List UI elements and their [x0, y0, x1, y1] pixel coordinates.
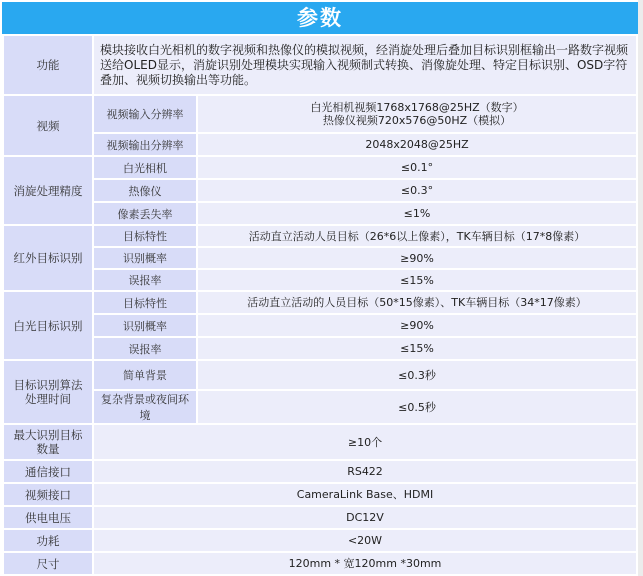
sub-label-pixel-loss: 像素丢失率 [93, 202, 197, 225]
table-row [3, 460, 637, 483]
table-row [3, 202, 637, 225]
ir-false-alarm-value: ≤15% [197, 269, 637, 291]
output-resolution-value: 2048x2048@25HZ [197, 133, 637, 156]
table-row [3, 225, 637, 247]
sub-label-simple-background: 简单背景 [93, 360, 197, 390]
supply-voltage-value: DC12V [93, 506, 637, 529]
function-description: 模块接收白光相机的数字视频和热像仪的模拟视频，经消旋处理后叠加目标识别框输出一路数字视频送给OLED显示，消旋识别处理模块实现输入视频制式转换、消像旋处理、特定目标识别、OSD字符叠加、视频切换输出等功能。 [93, 35, 637, 95]
row-label-dimensions: 尺寸 [3, 552, 93, 575]
page-edge-divider [638, 0, 643, 576]
table-row [3, 35, 637, 95]
wl-false-alarm-value: ≤15% [197, 337, 637, 360]
table-row [3, 390, 637, 424]
sub-label-white-light-camera: 白光相机 [93, 156, 197, 179]
table-row [3, 179, 637, 202]
row-label-video-interface: 视频接口 [3, 483, 93, 506]
row-label-video: 视频 [3, 95, 93, 156]
wl-target-feature-value: 活动直立活动的人员目标（50*15像素）、TK车辆目标（34*17像素） [197, 291, 637, 314]
sub-label-wl-probability: 识别概率 [93, 314, 197, 337]
simple-background-value: ≤0.3秒 [197, 360, 637, 390]
row-label-supply-voltage: 供电电压 [3, 506, 93, 529]
table-row [3, 483, 637, 506]
table-row [3, 529, 637, 552]
spec-table [2, 34, 638, 576]
table-row [3, 133, 637, 156]
video-interface-value: CameraLink Base、HDMI [93, 483, 637, 506]
algorithm-time-label-line2: 处理时间 [25, 392, 71, 406]
max-targets-value: ≥10个 [93, 424, 637, 460]
table-row [3, 291, 637, 314]
sub-label-output-resolution: 视频输出分辨率 [93, 133, 197, 156]
page-title: 参数 [2, 2, 638, 34]
comm-interface-value: RS422 [93, 460, 637, 483]
input-resolution-value [197, 95, 637, 133]
table-row [3, 314, 637, 337]
table-row [3, 95, 637, 133]
wl-probability-value: ≥90% [197, 314, 637, 337]
sub-label-wl-false-alarm: 误报率 [93, 337, 197, 360]
power-consumption-value: <20W [93, 529, 637, 552]
sub-label-wl-target-feature: 目标特性 [93, 291, 197, 314]
ir-probability-value: ≥90% [197, 247, 637, 269]
complex-background-value: ≤0.5秒 [197, 390, 637, 424]
sub-label-ir-false-alarm: 误报率 [93, 269, 197, 291]
table-row [3, 337, 637, 360]
table-row [3, 424, 637, 460]
row-label-max-targets [3, 424, 93, 460]
white-light-precision-value: ≤0.1° [197, 156, 637, 179]
pixel-loss-value: ≤1% [197, 202, 637, 225]
sub-label-thermal-imager: 热像仪 [93, 179, 197, 202]
algorithm-time-label-line1: 目标识别算法 [13, 378, 83, 392]
row-label-ir-recognition: 红外目标识别 [3, 225, 93, 291]
sub-label-complex-background: 复杂背景或夜间环境 [93, 390, 197, 424]
max-targets-label-line2: 数量 [36, 442, 60, 456]
input-resolution-line1: 白光相机视频1768x1768@25HZ（数字） [310, 101, 524, 114]
row-label-derotation: 消旋处理精度 [3, 156, 93, 225]
row-label-comm-interface: 通信接口 [3, 460, 93, 483]
sub-label-ir-probability: 识别概率 [93, 247, 197, 269]
ir-target-feature-value: 活动直立活动人员目标（26*6以上像素），TK车辆目标（17*8像素） [197, 225, 637, 247]
input-resolution-line2: 热像仪视频720x576@50HZ（模拟） [322, 114, 512, 127]
row-label-function: 功能 [3, 35, 93, 95]
row-label-power-consumption: 功耗 [3, 529, 93, 552]
spec-sheet [2, 2, 638, 574]
table-row [3, 156, 637, 179]
thermal-precision-value: ≤0.3° [197, 179, 637, 202]
table-row [3, 269, 637, 291]
table-row [3, 506, 637, 529]
table-row [3, 360, 637, 390]
table-row [3, 247, 637, 269]
sub-label-input-resolution: 视频输入分辨率 [93, 95, 197, 133]
table-row [3, 552, 637, 575]
row-label-wl-recognition: 白光目标识别 [3, 291, 93, 360]
row-label-algorithm-time [3, 360, 93, 424]
max-targets-label-line1: 最大识别目标 [13, 428, 83, 442]
sub-label-ir-target-feature: 目标特性 [93, 225, 197, 247]
dimensions-value: 120mm * 宽120mm *30mm [93, 552, 637, 575]
